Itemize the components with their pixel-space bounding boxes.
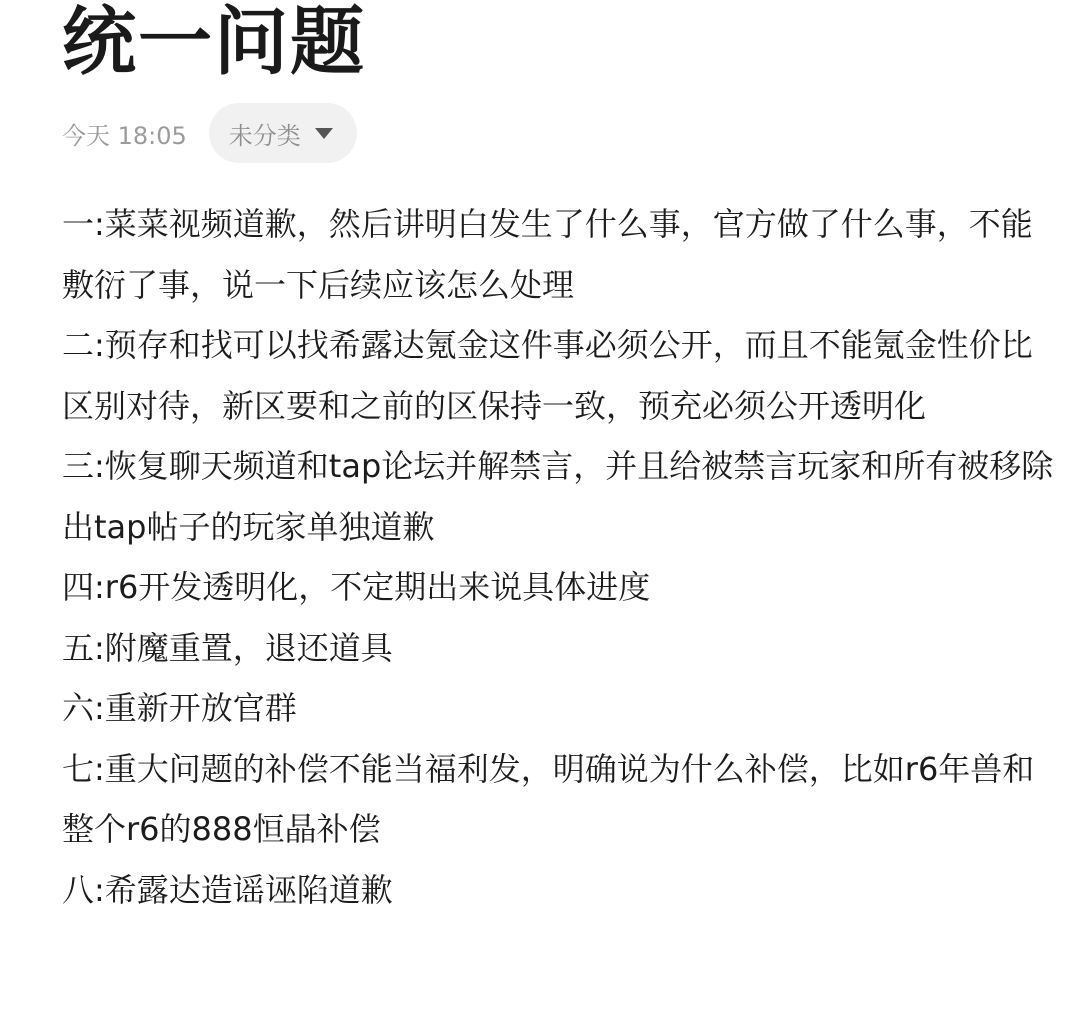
note-title[interactable]: 统一问题	[62, 0, 366, 85]
note-timestamp: 今天 18:05	[62, 121, 187, 150]
note-paragraph: 四:r6开发透明化，不定期出来说具体进度	[62, 568, 651, 606]
note-container	[62, 0, 1062, 920]
note-paragraph: 二:预存和找可以找希露达氪金这件事必须公开，而且不能氪金性价比区别对待，新区要和之前的区保持一致，预充必须公开透明化	[62, 326, 1033, 425]
note-meta	[62, 102, 1062, 164]
note-body[interactable]	[62, 194, 1062, 920]
category-dropdown[interactable]	[209, 103, 357, 163]
note-paragraph: 八:希露达造谣诬陷道歉	[62, 870, 393, 909]
note-paragraph: 一:菜菜视频道歉，然后讲明白发生了什么事，官方做了什么事，不能敷衍了事，说一下后续应该怎么处理	[62, 205, 1033, 304]
note-paragraph: 五:附魔重置，退还道具	[62, 628, 393, 667]
note-paragraph: 六:重新开放官群	[62, 689, 297, 727]
chevron-down-icon	[315, 128, 333, 139]
category-label: 未分类	[228, 121, 301, 150]
note-paragraph: 七:重大问题的补偿不能当福利发，明确说为什么补偿，比如r6年兽和整个r6的888恒晶补偿	[62, 749, 1035, 848]
note-paragraph: 三:恢复聊天频道和tap论坛并解禁言，并且给被禁言玩家和所有被移除出tap帖子的玩家单独道歉	[62, 447, 1054, 546]
